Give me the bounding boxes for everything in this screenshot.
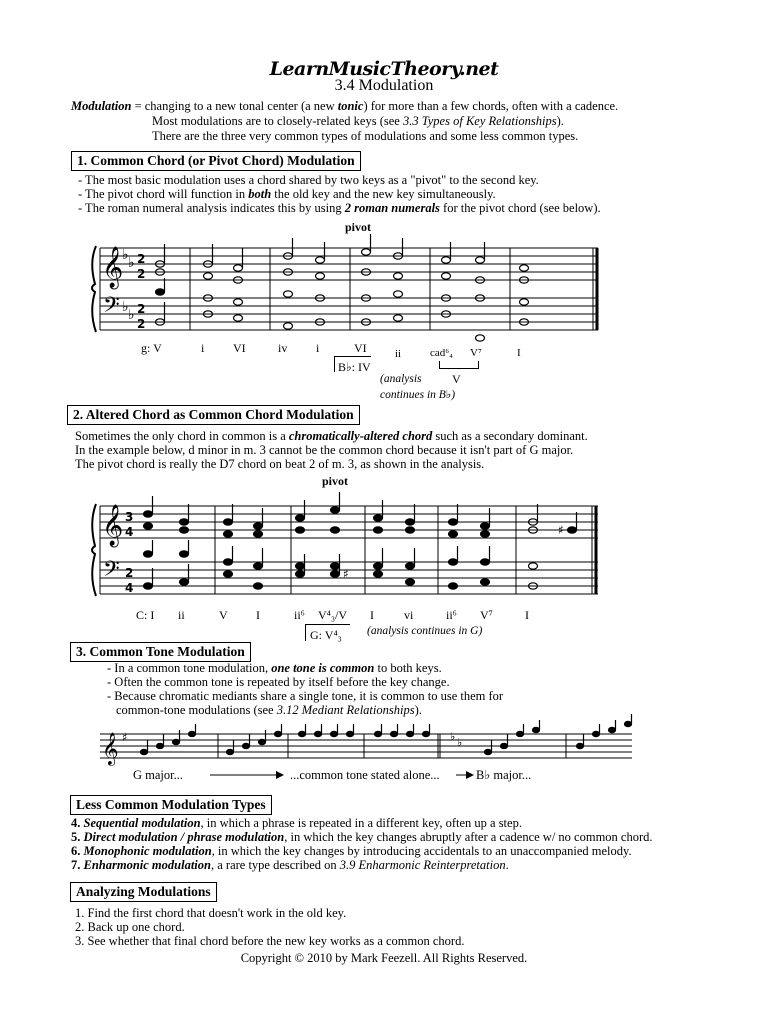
grand-staff-example-1: [88, 232, 608, 344]
melody-staff-example-3: [96, 722, 636, 768]
analysis-step-1: 1. Find the first chord that doesn't work in the old key.: [75, 906, 347, 920]
analysis-1-cad: cad⁶₄: [430, 347, 453, 359]
type7-end: .: [505, 858, 509, 872]
s2l1-a: Sometimes the only chord in common is a: [75, 429, 289, 443]
analysis-1-final-i: I: [517, 347, 521, 359]
flat-icon: ♭: [122, 299, 129, 315]
section3-bullet-3: - Because chromatic mediants share a single tone, it is common to use them for: [107, 689, 504, 703]
label-g-major: G major...: [133, 768, 183, 782]
s1b2-bold: both: [248, 187, 272, 201]
analysis-note-1a: (analysis: [380, 373, 422, 385]
page-title: 3.4 Modulation: [334, 77, 434, 94]
bass-clef-icon: 𝄢: [103, 293, 120, 323]
analysis-2-g-v43: G: V⁴₃: [310, 628, 342, 642]
s3b1-bold: one tone is common: [271, 661, 375, 675]
s3b1-a: - In a common tone modulation,: [107, 661, 272, 675]
analysis-2-c-i: C: I: [136, 608, 155, 622]
section1-bullet-1: - The most basic modulation uses a chord shared by two keys as a "pivot" to the second key.: [78, 173, 539, 187]
type5-num: 5.: [71, 830, 84, 844]
s3b1-b: to both keys.: [374, 661, 442, 675]
cadential-bracket: [439, 361, 479, 369]
definition-text-a: changing to a new tonal center (a new: [144, 99, 338, 113]
definition-line2-text: Most modulations are to closely-related keys (see: [152, 114, 403, 128]
sharp-icon: ♯: [343, 567, 349, 581]
analysis-1-i: i: [201, 341, 205, 355]
flat-icon: ♭: [122, 247, 129, 263]
section2-heading: 2. Altered Chord as Common Chord Modulation: [67, 405, 360, 425]
section5-heading: Analyzing Modulations: [70, 882, 217, 902]
definition-line-1: [71, 99, 618, 114]
flat-icon: ♭: [457, 736, 463, 749]
type4-num: 4.: [71, 816, 84, 830]
s1b3-b: for the pivot chord (see below).: [439, 201, 601, 215]
definition-term: Modulation: [71, 99, 132, 113]
definition-text-b: ) for more than a few chords, often with a cadence.: [363, 99, 619, 113]
bracket-v-label: V: [452, 372, 461, 386]
time-signature-bottom: 2: [137, 317, 146, 331]
section4-heading: Less Common Modulation Types: [70, 795, 272, 815]
analysis-2-i-2: I: [370, 608, 374, 622]
section3-bullet-1: [107, 661, 442, 676]
grand-staff-example-2: [88, 488, 608, 608]
type7-desc: , a rare type described on: [210, 858, 340, 872]
s3b4-b: ).: [414, 703, 422, 717]
analysis-note-2: (analysis continues in G): [367, 625, 483, 637]
analysis-2-final-i: I: [525, 608, 529, 622]
type5-name: Direct modulation / phrase modulation: [83, 830, 285, 844]
s3b4-a: common-tone modulations (see: [116, 703, 277, 717]
type7-num: 7.: [71, 858, 84, 872]
sharp-icon: ♯: [122, 731, 128, 744]
analysis-2-i: I: [256, 608, 260, 622]
pivot-label-2: pivot: [322, 474, 349, 488]
analysis-1-g-v: g: V: [141, 341, 162, 355]
ref-enharmonic-reinterpretation: 3.9 Enharmonic Reinterpretation: [339, 858, 506, 872]
pivot-label-1: pivot: [345, 220, 372, 234]
treble-clef-icon: 𝄞: [102, 247, 124, 288]
label-bb-major: B♭ major...: [476, 768, 532, 782]
section2-line-3: The pivot chord is really the D7 chord on beat 2 of m. 3, as shown in the analysis.: [75, 457, 485, 471]
s1b2-b: the old key and the new key simultaneously.: [271, 187, 496, 201]
bass-clef-icon: 𝄢: [103, 557, 120, 587]
flat-icon: ♭: [128, 307, 135, 323]
analysis-1-iv: iv: [278, 341, 288, 355]
analysis-2-vi: vi: [404, 608, 414, 622]
s1b3-a: - The roman numeral analysis indicates this by using: [78, 201, 345, 215]
flat-icon: ♭: [128, 255, 135, 271]
definition-line-3: There are the three very common types of modulations and some less common types.: [152, 129, 579, 143]
analysis-1-i-2: i: [316, 341, 320, 355]
copyright: Copyright © 2010 by Mark Feezell. All Rights Reserved.: [240, 951, 528, 965]
modulation-type-4: [71, 816, 522, 831]
time-signature-bottom: 4: [125, 525, 134, 539]
section3-heading: 3. Common Tone Modulation: [70, 642, 251, 662]
treble-clef-icon: 𝄞: [102, 505, 124, 546]
ref-key-relationships: 3.3 Types of Key Relationships: [402, 114, 557, 128]
analysis-2-v: V: [219, 608, 228, 622]
definition-line-2: [152, 114, 564, 129]
analysis-2-v7: V⁷: [480, 608, 493, 622]
analysis-step-2: 2. Back up one chord.: [75, 920, 185, 934]
modulation-type-7: [71, 858, 509, 873]
analysis-1-bb-iv: B♭: IV: [338, 360, 371, 374]
time-signature-bottom: 2: [137, 267, 146, 281]
type4-desc: , in which a phrase is repeated in a different key, often up a step.: [200, 816, 522, 830]
section2-line-1: [75, 429, 588, 444]
type6-num: 6.: [71, 844, 84, 858]
type6-desc: , in which the key changes by introducing accidentals to an unaccompanied melody.: [211, 844, 632, 858]
flat-icon: ♭: [450, 730, 456, 743]
type4-name: Sequential modulation: [83, 816, 201, 830]
analysis-2-ii6-2: ii⁶: [446, 608, 457, 622]
site-title: LearnMusicTheory.net: [269, 58, 499, 80]
type6-name: Monophonic modulation: [83, 844, 212, 858]
definition-line2-end: ).: [556, 114, 564, 128]
s1b2-a: - The pivot chord will function in: [78, 187, 249, 201]
section1-heading: 1. Common Chord (or Pivot Chord) Modulation: [71, 151, 361, 171]
time-signature-top: 2: [137, 302, 146, 316]
label-common-tone: ...common tone stated alone...: [290, 768, 440, 782]
type5-desc: , in which the key changes abruptly after a cadence w/ no common chord.: [284, 830, 653, 844]
time-signature-top: 3: [125, 510, 134, 524]
definition-tonic: tonic: [337, 99, 364, 113]
s1b3-bold: 2 roman numerals: [344, 201, 440, 215]
ref-mediant-relationships: 3.12 Mediant Relationships: [276, 703, 415, 717]
treble-clef-icon: 𝄞: [102, 732, 119, 765]
analysis-2-v43-of-v: V⁴₃/V: [318, 608, 348, 622]
analysis-1-v7: V⁷: [470, 347, 482, 359]
analysis-2-ii: ii: [178, 608, 185, 622]
s2l1-b: such as a secondary dominant.: [432, 429, 588, 443]
sharp-icon: ♯: [558, 523, 564, 537]
time-signature-top: 2: [137, 252, 146, 266]
analysis-1-pivot-vi: VI: [354, 341, 367, 355]
section1-bullet-2: [78, 187, 496, 202]
time-signature-bottom: 4: [125, 581, 134, 595]
section1-bullet-3: [78, 201, 601, 216]
definition-equals: =: [131, 99, 145, 113]
analysis-1-ii: ii: [395, 348, 402, 360]
analysis-step-3: 3. See whether that final chord before the new key works as a common chord.: [75, 934, 465, 948]
section2-line-2: In the example below, d minor in m. 3 cannot be the common chord because it isn't part of G major.: [75, 443, 574, 457]
section3-bullet-4: [116, 703, 422, 718]
analysis-1-vi: VI: [233, 341, 246, 355]
analysis-note-1b: continues in B♭): [380, 389, 456, 401]
modulation-type-6: [71, 844, 632, 859]
time-signature-top: 2: [125, 566, 134, 580]
analysis-2-ii6: ii⁶: [294, 608, 305, 622]
arrow-icon: [210, 770, 284, 780]
type7-name: Enharmonic modulation: [83, 858, 211, 872]
modulation-type-5: [71, 830, 653, 845]
section3-bullet-2: - Often the common tone is repeated by itself before the key change.: [107, 675, 450, 689]
s2l1-bold: chromatically-altered chord: [288, 429, 433, 443]
arrow-icon: [456, 770, 474, 780]
